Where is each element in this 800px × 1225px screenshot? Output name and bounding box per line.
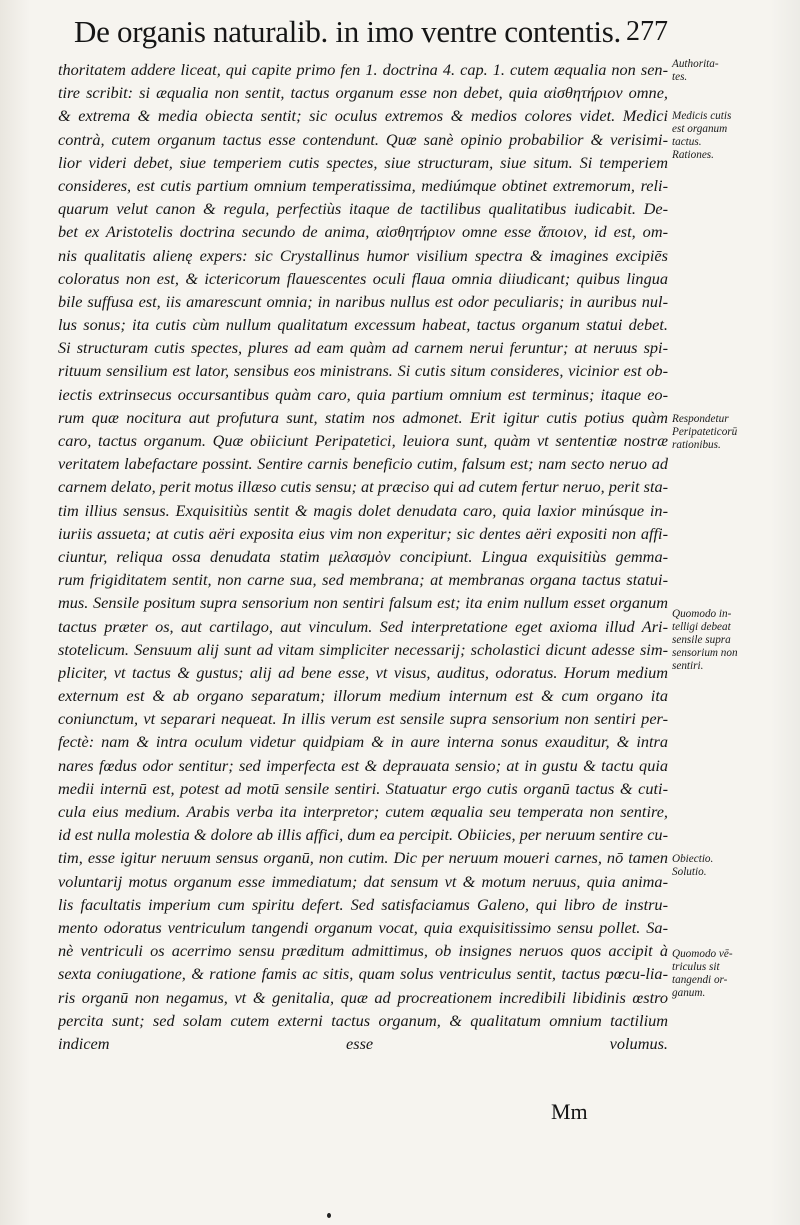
text-line: sexta coniugatione, & ratione famis ac sitis, quam solus ventriculus sentit, tactus pœcu-lia-: [58, 964, 668, 984]
text-line: rum frigiditatem sentit, non carne sua, sed membrana; at membranas organa tactus statui-: [58, 570, 668, 590]
text-line: lis facultatis imperium cum spiritu defert. Sed satisfaciamus Galeno, qui libro de instru-: [58, 894, 668, 914]
main-text-block: [58, 58, 668, 1055]
text-line: rum quæ nocitura aut profutura sunt, statim nos admonet. Erit igitur cutis potius quàm: [58, 407, 668, 427]
page-speck: [327, 1213, 331, 1218]
text-line: ris organū non negamus, vt & genitalia, quæ ad procreationem incredibili libidinis œstro: [58, 987, 668, 1007]
text-line: percita sunt; sed solam cutem externi tactus organum, & qualitatum omnium tactilium: [58, 1010, 668, 1030]
text-line: contrà, cutem organum tactus esse contendunt. Quæ sanè opinio probabilior & verisimi-: [58, 129, 668, 149]
text-line: & extrema & media obiecta sentit; sic oculus extremos & medios colores videt. Medici: [58, 106, 668, 126]
margin-note-line: telligi debeat: [672, 621, 731, 633]
text-line: lus sonus; ita cutis cùm nullum qualitatum excessum habeat, tactus organum statui debet.: [58, 315, 668, 335]
text-line: tim, esse igitur neruum sensus organū, non cutim. Dic per neruum moueri carnes, nō tamen: [58, 848, 668, 868]
text-line: medii internū est, potest ad motū sensile sentiri. Statuatur ergo cutis organū tactus & cuti-: [58, 778, 668, 798]
margin-note-quomodo2: [672, 948, 733, 1000]
text-line: stotelicum. Sensuum alij sunt ad vitam simpliciter necessarij; scholastici dicunt adesse sim-: [58, 639, 668, 659]
margin-note-authoritates: [672, 58, 719, 84]
text-line: Si structuram cutis spectes, plures ad eam quàm ad carnem nerui feruntur; at neruus spi-: [58, 338, 668, 358]
margin-note-line: Quomodo in-: [672, 608, 732, 620]
margin-note-line: triculus sit: [672, 961, 720, 973]
text-line: externum est & ab organo separatum; illorum medium internum est & cum organo ita: [58, 686, 668, 706]
text-line: quarum velut canon & regula, perfectiùs itaque de tactilibus qualitatibus iudicabit. De-: [58, 199, 668, 219]
text-line: cula eius medium. Arabis verba ita interpretor; cutem æqualia seu temperata non sentire,: [58, 802, 668, 821]
margin-note-quomodo1: [672, 608, 738, 673]
text-line: id est nulla molestia & dolore ab illis affici, dum ea percipit. Obiicies, per neruum sentire cu-: [58, 825, 668, 845]
text-line: iuriis assueta; at cutis aëri exposita eius vim non experitur; sic dentes aëri expositi non affi-: [58, 523, 668, 543]
margin-note-line: rationibus.: [672, 439, 721, 451]
text-line: ciuntur, reliqua ossa denudata statim μελασμὸν concipiunt. Lingua exquisitiùs gemma-: [58, 546, 668, 566]
text-line: caro, tactus organum. Quæ obiiciunt Peripatetici, leuiora sunt, quàm vt sententiæ nostræ: [58, 431, 668, 450]
margin-note-line: Obiectio.: [672, 853, 714, 865]
margin-note-respondetur: [672, 413, 737, 452]
margin-note-line: tactus.: [672, 136, 702, 148]
text-line: nè ventriculi os acerrimo sensu præditum admittimus, ob insignes neruos quos accipit à: [58, 941, 668, 961]
text-line: mus. Sensile positum supra sensorium non sentiri falsum est; ita enim nullum esset organum: [58, 593, 668, 613]
text-line: voluntarij motus organum esse immediatum; dat sensum vt & motum neruus, quia anima-: [58, 871, 668, 891]
text-line: lior videri debet, siue temperiem cutis spectes, siue structuram, siue situm. Si temperiem: [58, 152, 668, 172]
margin-note-line: ganum.: [672, 987, 706, 999]
page-title: De organis naturalib. in imo ventre contentis.: [74, 14, 621, 49]
margin-note-medicis: [672, 110, 731, 162]
margin-note-line: sensile supra: [672, 634, 731, 646]
margin-note-line: Rationes.: [672, 149, 714, 161]
margin-note-line: tes.: [672, 71, 688, 83]
margin-note-line: sentiri.: [672, 660, 704, 672]
text-line: thoritatem addere liceat, qui capite primo fen 1. doctrina 4. cap. 1. cutem æqualia non sen-: [58, 60, 668, 79]
text-line: fectè: nam & intra oculum videtur quidpiam & in aure interna sonus exauditur, & intra: [58, 732, 668, 752]
margin-note-line: tangendi or-: [672, 974, 728, 986]
text-line: tactus præter os, aut cartilago, aut vinculum. Sed interpretatione eget axioma illud Ari-: [58, 616, 668, 636]
text-line: coloratus non est, & ictericorum flauescentes oculi flaua omnia diiudicant; quibus lingua: [58, 268, 668, 288]
text-line: veritatem labefactare possint. Sentire carnis beneficio cutim, falsum est; nam secto neruo ad: [58, 454, 668, 474]
text-line: nares fœdus odor sentitur; sed imperfecta est & deprauata sensio; at in gustu & tactu quia: [58, 755, 668, 775]
text-line: indicem esse volumus.: [58, 1033, 668, 1053]
margin-note-line: Quomodo vē-: [672, 948, 733, 960]
text-line: iectis extrinsecus occursantibus quàm caro, quia partium omnium est terminus; itaque eo-: [58, 384, 668, 404]
running-header: [74, 14, 668, 58]
margin-note-line: Solutio.: [672, 866, 707, 878]
text-line: rituum sensilium est lator, sensibus eos ministrans. Si cutis situm consideres, vicinior est ob-: [58, 361, 668, 381]
margin-note-line: sensorium non: [672, 647, 738, 659]
margin-note-line: est organum: [672, 123, 728, 135]
text-line: nis qualitatis alienę expers: sic Crystallinus humor visilium spectra & imagines excipiēs: [58, 245, 668, 265]
text-line: bet ex Aristotelis doctrina secundo de anima, αἰσθητήριον omne esse ἄποιον, id est, om-: [58, 222, 668, 242]
margin-note-line: Medicis cutis: [672, 110, 732, 122]
text-line: tim illius sensus. Exquisitiùs sentit & magis dolet denudata caro, quia laxior minúsque in-: [58, 500, 668, 520]
margin-note-line: Peripateticorū: [672, 426, 738, 438]
signature-mark: Mm: [551, 1099, 588, 1124]
page-number: 277: [626, 16, 668, 47]
text-line: bile suffusa est, iis amarescunt omnia; in naribus nullus est odor peculiaris; in auribus nul-: [58, 291, 668, 311]
text-line: consideres, est cutis partium omnium temperatissima, mediúmque obtinet extremorum, reli-: [58, 175, 668, 195]
margin-note-line: Authorita-: [672, 58, 719, 70]
text-line: carnem delato, perit motus illæso cutis sensu; at præciso qui ad cutem fertur neruo, perit sta-: [58, 477, 668, 497]
text-line: tire scribit: si æqualia non sentit, tactus organum esse non debet, quia αἰσθητήριον omne,: [58, 83, 668, 103]
margin-note-line: Respondetur: [672, 413, 729, 425]
text-line: mento odoratus ventriculum tangendi organum vocat, quia exquisitissimo sensu pollet. Sa-: [58, 917, 668, 937]
margin-note-obiectio: [672, 853, 713, 879]
text-line: coniunctum, vt separari nequeat. In illis verum est sensile supra sensorium non sentiri per-: [58, 709, 668, 729]
text-line: pliciter, vt tactus & gustus; alij ad bene esse, vt visus, auditus, odoratus. Horum medium: [58, 662, 668, 682]
